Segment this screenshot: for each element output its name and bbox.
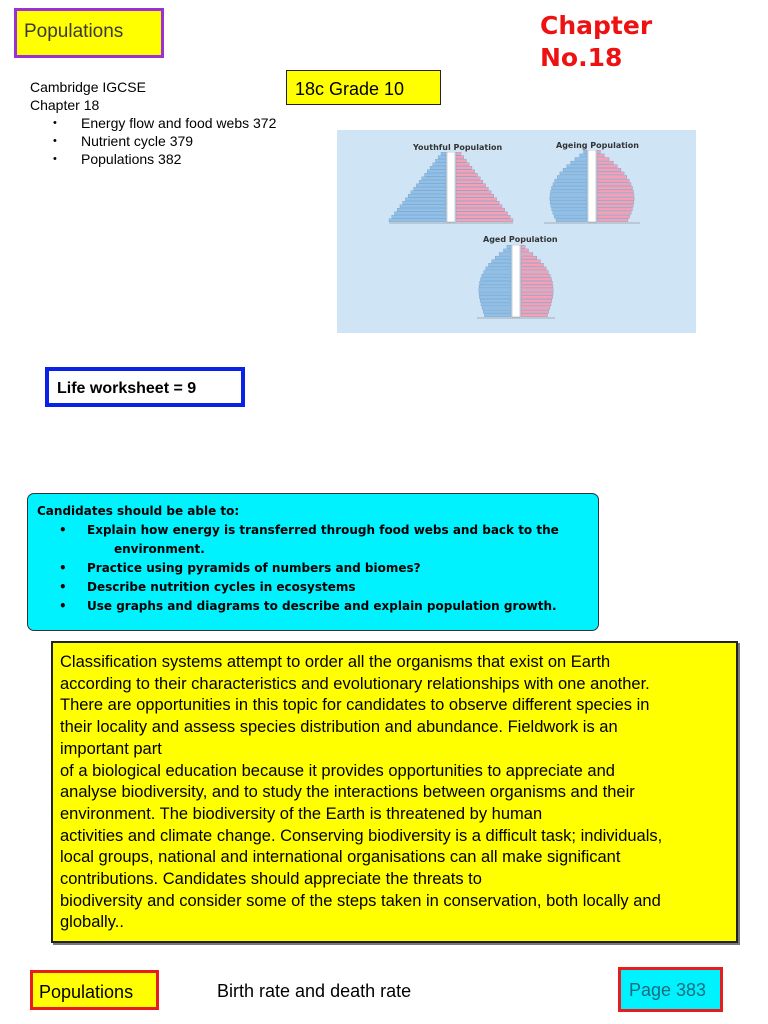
footer-topic-box xyxy=(30,970,159,1010)
paragraph-line: contributions. Candidates should appreciate the threats to xyxy=(60,870,482,889)
pyramid-bar xyxy=(550,201,587,204)
pyramid-bar xyxy=(456,163,469,166)
worksheet-box xyxy=(45,367,245,407)
pyramid-bar xyxy=(555,179,587,182)
pyramid-label-youthful: Youthful Population xyxy=(413,143,503,152)
pyramid-bar xyxy=(392,215,446,218)
pyramid-bar xyxy=(521,303,551,306)
pyramid-bar xyxy=(438,156,446,159)
pyramid-bar xyxy=(422,177,446,180)
pyramid-bar xyxy=(483,310,511,313)
pyramid-bar xyxy=(456,205,502,208)
pyramid-bar xyxy=(584,150,587,153)
objective-item: • Describe nutrition cycles in ecosystems xyxy=(37,578,598,597)
paragraph-line: local groups, national and international organisations can all make significant xyxy=(60,848,621,867)
course-info xyxy=(30,78,276,168)
objective-item: • Use graphs and diagrams to describe and explain population growth. xyxy=(37,597,598,616)
population-pyramids-figure xyxy=(337,130,696,333)
pyramid-bar xyxy=(521,299,552,302)
pyramid-bar xyxy=(408,194,446,197)
pyramid-bar xyxy=(456,187,488,190)
pyramid-bar xyxy=(507,245,511,248)
paragraph-line: of a biological education because it provides opportunities to appreciate and xyxy=(60,761,615,780)
pyramid-bar xyxy=(479,296,511,299)
pyramid-bar xyxy=(456,219,513,222)
pyramid-bar xyxy=(456,191,491,194)
pyramid-bar xyxy=(456,152,461,155)
footer-subtopic: Birth rate and death rate xyxy=(217,981,412,1001)
topic-item: • Nutrient cycle 379 xyxy=(30,132,276,150)
pyramid-bar xyxy=(597,176,627,179)
pyramid-bar xyxy=(441,152,446,155)
pyramid-bar xyxy=(456,166,472,169)
pyramid-label-aged: Aged Population xyxy=(483,235,558,244)
chapter-heading xyxy=(540,10,710,74)
pyramid-bar xyxy=(521,253,533,256)
pyramid-bar xyxy=(495,256,511,259)
pyramid-bar xyxy=(480,281,511,284)
pyramid-bar xyxy=(521,271,548,274)
pyramid-bar xyxy=(425,173,446,176)
ageing-pyramid-graphic xyxy=(542,150,642,230)
pyramid-bar xyxy=(560,172,587,175)
pyramid-bar xyxy=(488,263,511,266)
pyramid-bar xyxy=(482,307,511,310)
pyramid-bar xyxy=(397,208,446,211)
pyramid-bar xyxy=(456,173,477,176)
pyramid-bar xyxy=(521,274,550,277)
pyramid-bar xyxy=(597,179,629,182)
pyramid-bar xyxy=(521,285,553,288)
objectives-heading: Candidates should be able to: xyxy=(37,504,240,518)
paragraph-line: environment. The biodiversity of the Earth is threatened by human xyxy=(60,804,543,823)
pyramid-bar xyxy=(556,219,587,222)
pyramid-bar xyxy=(499,253,511,256)
objective-item xyxy=(37,521,598,559)
pyramid-label-ageing: Ageing Population xyxy=(556,141,639,150)
chapter-line-1: Chapter xyxy=(540,11,653,40)
pyramid-bar xyxy=(521,267,546,270)
page-number: Page 383 xyxy=(629,980,707,1000)
paragraph-line: Classification systems attempt to order all the organisms that exist on Earth xyxy=(60,653,611,671)
grade-label: 18c Grade 10 xyxy=(295,79,405,99)
pyramid-bar xyxy=(554,215,587,218)
pyramid-bar xyxy=(557,176,587,179)
pyramid-bar xyxy=(551,190,587,193)
pyramid-bar xyxy=(419,180,446,183)
pyramid-bar xyxy=(400,205,446,208)
classification-text-box xyxy=(51,641,738,943)
pyramid-bar xyxy=(597,201,634,204)
topic-item: • Populations 382 xyxy=(30,150,276,168)
pyramid-bar xyxy=(456,180,483,183)
pyramid-bar xyxy=(521,278,552,281)
pyramid-bar xyxy=(597,190,633,193)
pyramid-bar xyxy=(456,177,480,180)
pyramid-bar xyxy=(597,219,628,222)
pyramid-bar xyxy=(456,194,494,197)
pyramid-bar xyxy=(411,191,446,194)
pyramid-bar xyxy=(521,296,553,299)
paragraph-line: There are opportunities in this topic for candidates to observe different species in xyxy=(60,696,650,715)
paragraph-line: analyse biodiversity, and to study the interactions between organisms and their xyxy=(60,783,635,802)
pyramid-bar xyxy=(597,161,613,164)
objectives-box xyxy=(27,493,599,631)
page-number-box xyxy=(618,967,723,1012)
footer-topic: Populations xyxy=(39,982,134,1002)
pyramid-bar xyxy=(456,208,505,211)
pyramid-bar xyxy=(480,278,511,281)
pyramid-bar xyxy=(456,156,464,159)
pyramid-bar xyxy=(597,168,621,171)
pyramid-bar xyxy=(521,314,548,317)
pyramid-bar xyxy=(482,274,511,277)
pyramid-bar xyxy=(550,194,587,197)
pyramid-bar xyxy=(521,245,525,248)
course-chapter: Chapter 18 xyxy=(30,97,100,113)
pyramid-bar xyxy=(486,267,511,270)
pyramid-bar xyxy=(436,159,446,162)
pyramid-bar xyxy=(597,158,609,161)
pyramid-bar xyxy=(480,299,511,302)
pyramid-bar xyxy=(484,271,511,274)
pyramid-bar xyxy=(481,303,511,306)
pyramid-bar xyxy=(521,289,553,292)
pyramid-age-axis xyxy=(512,245,520,317)
pyramid-bar xyxy=(456,198,497,201)
pyramid-bar xyxy=(551,204,587,207)
objective-text: Explain how energy is transferred through food webs and back to the xyxy=(87,523,559,537)
topic-list xyxy=(30,114,276,168)
grade-box xyxy=(286,70,441,105)
pyramid-age-axis xyxy=(447,152,455,222)
objectives-list xyxy=(37,521,598,616)
pyramid-bar xyxy=(456,215,510,218)
pyramid-bar xyxy=(597,204,633,207)
pyramid-bar xyxy=(553,183,587,186)
pyramid-bar xyxy=(597,212,631,215)
pyramid-bar xyxy=(552,186,587,189)
pyramid-bar xyxy=(521,256,537,259)
course-name: Cambridge IGCSE xyxy=(30,79,146,95)
pyramid-bar xyxy=(456,159,466,162)
pyramid-bar xyxy=(456,212,508,215)
pyramid-bar xyxy=(597,165,617,168)
pyramid-bar xyxy=(575,158,587,161)
pyramid-bar xyxy=(597,197,634,200)
pyramid-age-axis xyxy=(588,150,596,222)
chapter-line-2: No.18 xyxy=(540,43,623,72)
pyramid-bar xyxy=(456,201,499,204)
pyramid-bar xyxy=(479,292,511,295)
pyramid-bar xyxy=(521,310,549,313)
worksheet-label: Life worksheet = 9 xyxy=(57,380,197,397)
paragraph-line: biodiversity and consider some of the steps taken in conservation, both locally and xyxy=(60,891,661,910)
paragraph-line: globally.. xyxy=(60,913,124,932)
pyramid-bar xyxy=(433,163,446,166)
pyramid-bar xyxy=(521,260,540,263)
pyramid-bar xyxy=(414,187,446,190)
youthful-pyramid-graphic xyxy=(387,152,515,230)
topic-item: • Energy flow and food webs 372 xyxy=(30,114,276,132)
pyramid-bar xyxy=(479,289,511,292)
pyramid-bar xyxy=(416,184,446,187)
pyramid-bar xyxy=(389,219,446,222)
objective-text-continued: environment. xyxy=(114,542,205,556)
pyramid-bar xyxy=(521,292,553,295)
paragraph-line: their locality and assess species distribution and abundance. Fieldwork is an xyxy=(60,718,618,737)
pyramid-bar xyxy=(503,249,511,252)
pyramid-bar xyxy=(427,170,446,173)
aged-pyramid-graphic xyxy=(475,245,557,325)
pyramid-bar xyxy=(484,314,511,317)
pyramid-bar xyxy=(597,194,634,197)
objective-item: • Practice using pyramids of numbers and biomes? xyxy=(37,559,598,578)
pyramid-bar xyxy=(597,154,604,157)
pyramid-bar xyxy=(394,212,446,215)
pyramid-bar xyxy=(521,249,529,252)
pyramid-bar xyxy=(456,170,475,173)
pyramid-bar xyxy=(552,208,587,211)
title-box xyxy=(14,8,164,58)
pyramid-bar xyxy=(571,161,587,164)
pyramid-bar xyxy=(521,263,544,266)
pyramid-bar xyxy=(597,150,600,153)
pyramid-bar xyxy=(430,166,446,169)
pyramid-bar xyxy=(597,186,632,189)
pyramid-bar xyxy=(567,165,587,168)
paragraph-line: according to their characteristics and evolutionary relationships with one another. xyxy=(60,674,650,693)
pyramid-bar xyxy=(521,281,552,284)
pyramid-bar xyxy=(492,260,511,263)
pyramid-bar xyxy=(553,212,587,215)
pyramid-bar xyxy=(403,201,446,204)
pyramid-bar xyxy=(521,307,550,310)
pyramid-bar xyxy=(597,183,631,186)
paragraph-line: activities and climate change. Conserving biodiversity is a difficult task; individuals, xyxy=(60,826,663,845)
pyramid-bar xyxy=(580,154,587,157)
pyramid-bar xyxy=(597,208,632,211)
pyramid-bar xyxy=(563,168,587,171)
pyramid-bar xyxy=(597,172,624,175)
pyramid-bar xyxy=(405,198,446,201)
pyramid-bar xyxy=(479,285,511,288)
pyramid-bar xyxy=(456,184,486,187)
pyramid-bar xyxy=(550,197,587,200)
paragraph-line: important part xyxy=(60,739,162,758)
page-title: Populations xyxy=(24,21,124,42)
pyramid-bar xyxy=(597,215,630,218)
